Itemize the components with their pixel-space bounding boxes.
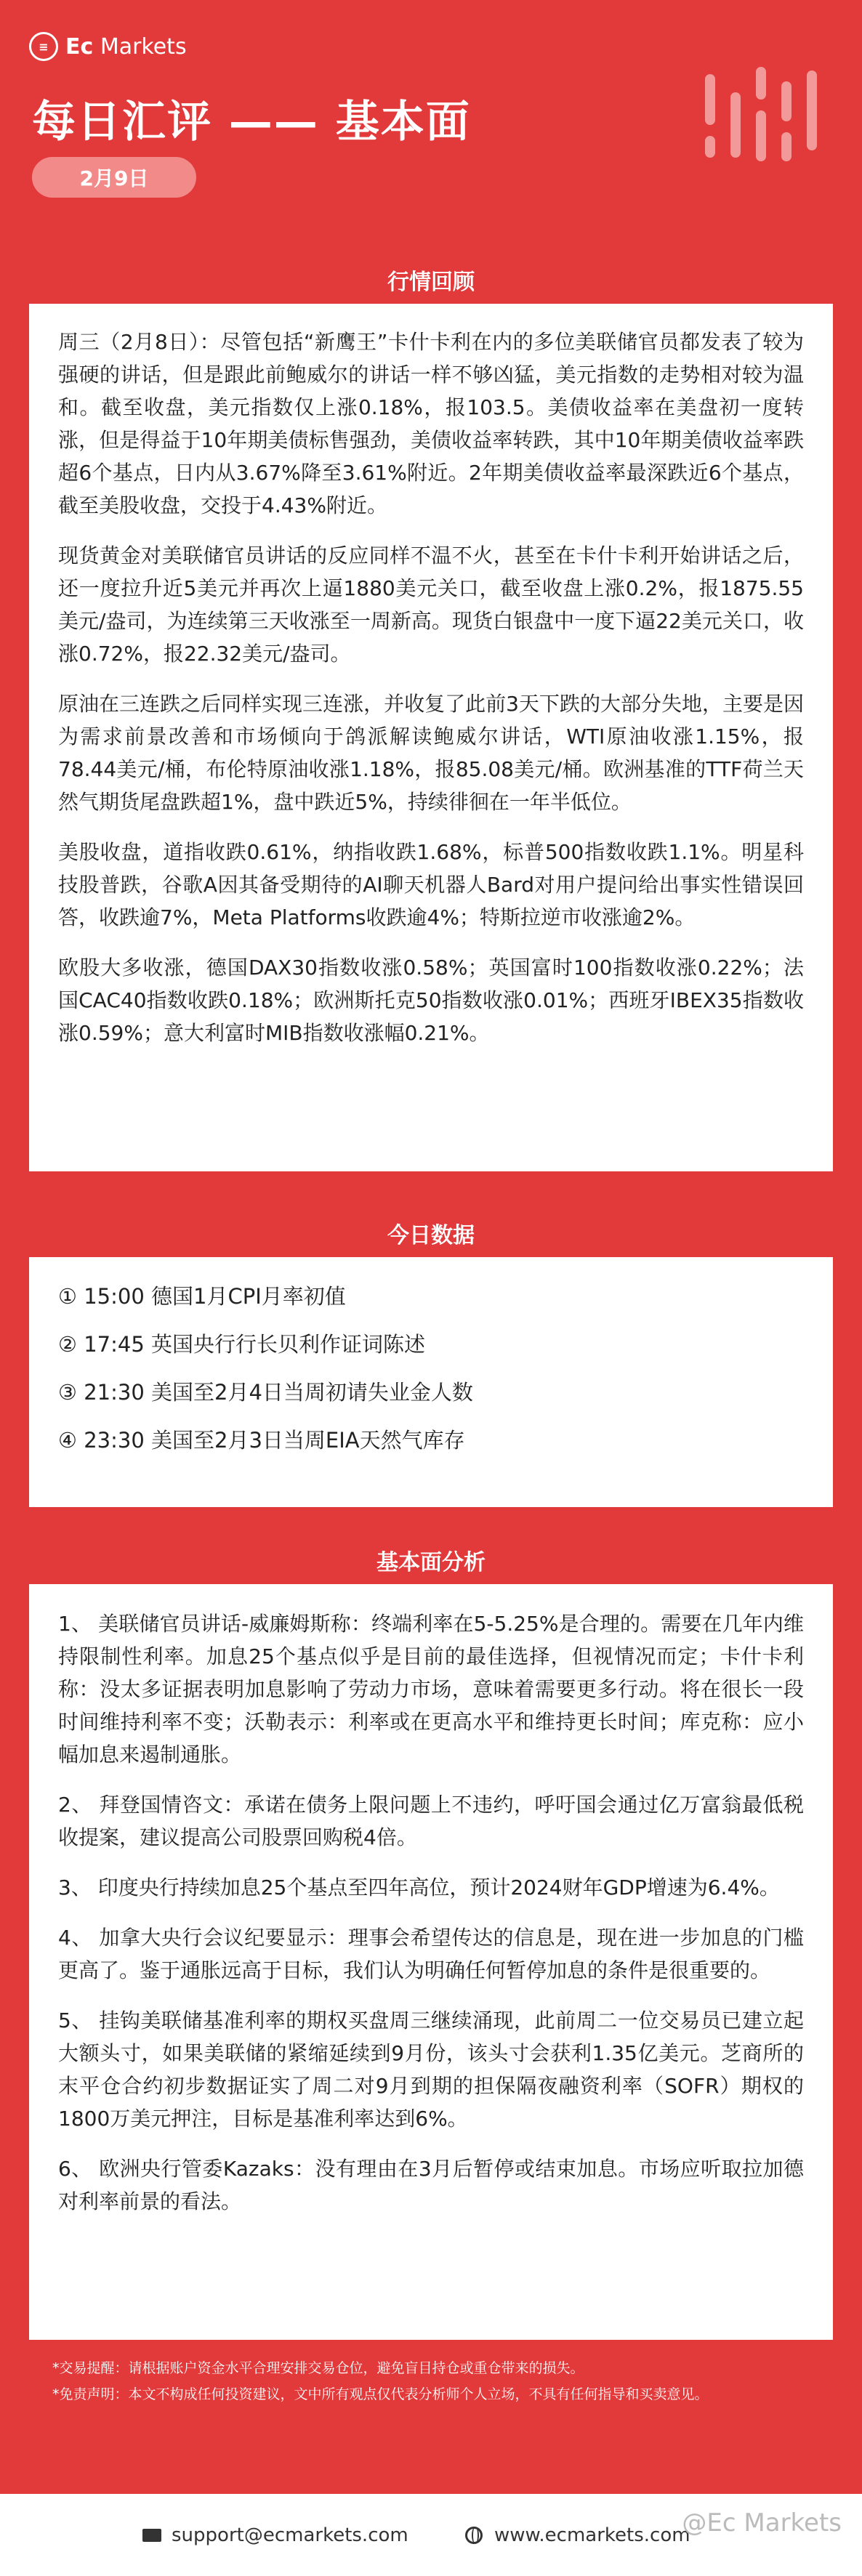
review-paragraph: 现货黄金对美联储官员讲话的反应同样不温不火，甚至在卡什卡利开始讲话之后，还一度拉升近5美元并再次上逼1880美元关口，截至收盘上涨0.2%，报1875.55美元/盎司，为连续第三天收涨至一周新高。现货白银盘中一度下逼22美元关口，收涨0.72%，报22.32美元/盎司。 xyxy=(58,544,804,666)
decorative-bars-icon xyxy=(698,67,836,169)
review-paragraph: 欧股大多收涨，德国DAX30指数收涨0.58%；英国富时100指数收涨0.22%；法国CAC40指数收跌0.18%；欧洲斯托克50指数收涨0.01%；西班牙IBEX35指数收涨0.59%；意大利富时MIB指数收涨幅0.21%。 xyxy=(58,956,804,1045)
review-paragraph: 周三（2月8日）：尽管包括“新鹰王”卡什卡利在内的多位美联储官员都发表了较为强硬的讲话，但是跟此前鲍威尔的讲话一样不够凶猛，美元指数的走势相对较为温和。截至收盘，美元指数仅上涨0.18%，报103.5。美债收益率在美盘初一度转涨，但是得益于10年期美债标售强劲，美债收益率转跌，其中10年期美债收益率跌超6个基点，日内从3.67%降至3.61%附近。2年期美债收益率最深跌近6个基点，截至美股收盘，交投于4.43%附近。 xyxy=(58,330,804,517)
review-paragraph: 美股收盘，道指收跌0.61%，纳指收跌1.68%，标普500指数收跌1.1%。明星科技股普跌，谷歌A因其备受期待的AI聊天机器人Bard对用户提问给出事实性错误回答，收跌逾7%，Meta Platforms收跌逾4%；特斯拉逆市收涨逾2%。 xyxy=(58,840,804,929)
watermark: @Ec Markets xyxy=(682,2508,842,2537)
review-paragraph: 原油在三连跌之后同样实现三连涨，并收复了此前3天下跌的大部分失地，主要是因为需求前景改善和市场倾向于鸽派解读鲍威尔讲话，WTI原油收涨1.15%，报78.44美元/桶，布伦特原油收涨1.18%，报85.08美元/桶。欧洲基准的TTF荷兰天然气期货尾盘跌超1%，盘中跌近5%，持续徘徊在一年半低位。 xyxy=(58,692,804,814)
footer-email[interactable] xyxy=(142,2524,408,2546)
email-link[interactable]: support@ecmarkets.com xyxy=(172,2524,408,2546)
risk-reminder: *交易提醒：请根据账户资金水平合理安排交易仓位，避免盲目持仓或重仓带来的损失。 xyxy=(52,2360,584,2376)
market-review-card xyxy=(29,256,833,1171)
exemption-notice: *免责声明：本文不构成任何投资建议，文中所有观点仅代表分析师个人立场，不具有任何指导和买卖意见。 xyxy=(52,2386,709,2402)
data-item: ② 17:45 英国央行行长贝利作证词陈述 xyxy=(58,1332,426,1357)
ec-logo-icon: ≡ xyxy=(29,32,58,61)
website-link[interactable]: www.ecmarkets.com xyxy=(494,2524,690,2546)
analysis-paragraph: 6、 欧洲央行管委Kazaks：没有理由在3月后暂停或结束加息。市场应听取拉加德对利率前景的看法。 xyxy=(58,2157,804,2213)
today-data-card xyxy=(29,1209,833,1507)
footer-website[interactable] xyxy=(465,2524,690,2546)
header xyxy=(0,0,862,240)
logo-text-strong: Ec xyxy=(65,33,94,60)
section-heading: 今日数据 xyxy=(29,1209,833,1257)
fundamental-card xyxy=(29,1536,833,2474)
section-heading: 基本面分析 xyxy=(29,1536,833,1584)
globe-icon xyxy=(465,2527,483,2544)
analysis-paragraph: 4、 加拿大央行会议纪要显示：理事会希望传达的信息是，现在进一步加息的门槛更高了。鉴于通胀远高于目标，我们认为明确任何暂停加息的条件是很重要的。 xyxy=(58,1926,804,1982)
analysis-paragraph: 5、 挂钩美联储基准利率的期权买盘周三继续涌现，此前周二一位交易员已建立起大额头寸，如果美联储的紧缩延续到9月份，该头寸会获利1.35亿美元。芝商所的末平仓合约初步数据证实了周二对9月到期的担保隔夜融资利率（SOFR）期权的1800万美元押注，目标是基准利率达到6%。 xyxy=(58,2008,804,2131)
data-item: ④ 23:30 美国至2月3日当周EIA天然气库存 xyxy=(58,1428,465,1453)
date-badge: 2月9日 xyxy=(32,157,196,198)
page-title: 每日汇评 —— 基本面 xyxy=(32,97,471,148)
logo-text-rest: Markets xyxy=(93,33,187,60)
data-item: ③ 21:30 美国至2月4日当周初请失业金人数 xyxy=(58,1380,473,1405)
mail-icon xyxy=(142,2529,161,2542)
section-heading: 行情回顾 xyxy=(29,256,833,304)
analysis-paragraph: 3、 印度央行持续加息25个基点至四年高位，预计2024财年GDP增速为6.4%。 xyxy=(58,1876,780,1899)
analysis-paragraph: 1、 美联储官员讲话-威廉姆斯称：终端利率在5-5.25%是合理的。需要在几年内维持限制性利率。加息25个基点似乎是目前的最佳选择，但视情况而定；卡什卡利称：没太多证据表明加息影响了劳动力市场，意味着需要更多行动。将在很长一段时间维持利率不变；沃勒表示：利率或在更高水平和维持更长时间；库克称：应小幅加息来遏制通胀。 xyxy=(58,1612,804,1767)
analysis-paragraph: 2、 拜登国情咨文：承诺在债务上限问题上不违约，呼吁国会通过亿万富翁最低税收提案，建议提高公司股票回购税4倍。 xyxy=(58,1793,804,1849)
disclaimer xyxy=(52,2357,808,2410)
data-item: ① 15:00 德国1月CPI月率初值 xyxy=(58,1284,346,1309)
brand-logo[interactable] xyxy=(29,32,187,61)
